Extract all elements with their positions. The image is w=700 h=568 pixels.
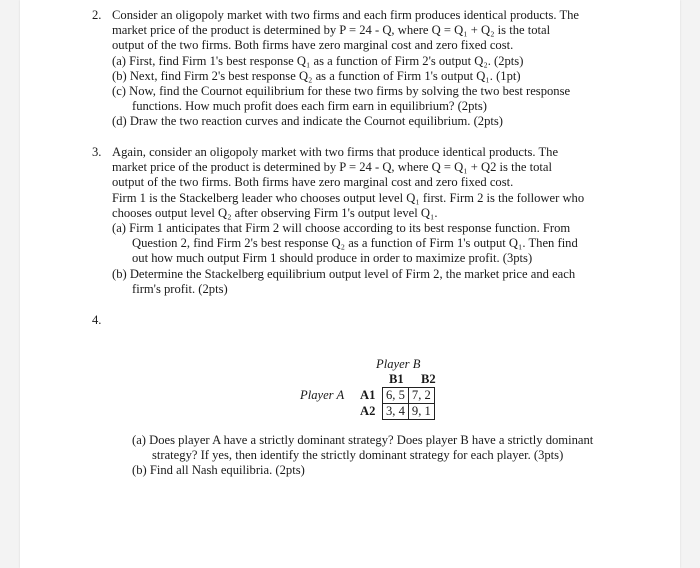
q4-part-b [132, 463, 652, 478]
q2-part-d [112, 114, 652, 129]
question-2 [92, 8, 652, 130]
q2-line: Consider an oligopoly market with two firms and each firm produces identical products. The [112, 8, 580, 22]
payoff-cell-a2-b1: 3, 4 [383, 404, 409, 420]
q2-part-b [112, 69, 652, 84]
q3-part-b [112, 267, 652, 297]
question-3 [92, 145, 652, 297]
q2-line: market price of the product is determined by P = 24 - Q, where Q = Q₁ + Q₂ is the total [112, 23, 551, 38]
q4-part-a [132, 433, 652, 463]
col-header-b1: B1 [389, 372, 404, 386]
row-header-a2: A2 [360, 404, 376, 418]
q3-part-a-line: Question 2, find Firm 2's best response Q₂ as a function of Firm 1's output Q₁. Then find [132, 236, 578, 251]
col-header-b2: B2 [421, 372, 436, 386]
q3-part-a-line: (a) Firm 1 anticipates that Firm 2 will choose according to its best response function. From [112, 221, 571, 236]
q3-part-b-line: firm's profit. (2pts) [132, 281, 228, 296]
q2-part-b-line: (b) Next, find Firm 2's best response Q₂ as a function of Firm 1's output Q₁. (1pt) [112, 68, 521, 83]
payoff-row-a1 [383, 388, 435, 404]
q2-part-c [112, 84, 652, 114]
question-3-number: 3. [92, 145, 102, 159]
question-2-number: 2. [92, 8, 102, 22]
document-page [20, 0, 680, 568]
q3-line: market price of the product is determined by P = 24 - Q, where Q = Q₁ + Q2 is the total [112, 160, 553, 175]
payoff-cell-a1-b2: 7, 2 [408, 388, 434, 404]
payoff-cell-a1-b1: 6, 5 [383, 388, 409, 404]
payoff-cell-a2-b2: 9, 1 [408, 404, 434, 420]
q2-part-c-line: (c) Now, find the Cournot equilibrium for these two firms by solving the two best response [112, 84, 571, 99]
payoff-table [382, 387, 435, 420]
q4-part-a-line: (a) Does player A have a strictly dominant strategy? Does player B have a strictly dominant [132, 433, 594, 447]
q3-part-a-line: out how much output Firm 1 should produce in order to maximize profit. (3pts) [132, 251, 533, 266]
q4-part-a-line: strategy? If yes, then identify the strictly dominant strategy for each player. (3pts) [152, 448, 564, 463]
q3-line: Firm 1 is the Stackelberg leader who chooses output level Q₁ first. Firm 2 is the follower who [112, 190, 585, 205]
player-a-label: Player A [300, 388, 345, 402]
row-header-a1: A1 [360, 388, 376, 402]
q3-part-a [112, 221, 652, 267]
q2-part-a [112, 54, 652, 69]
q2-part-c-line: functions. How much profit does each firm earn in equilibrium? (2pts) [132, 99, 487, 114]
q2-part-a-line: (a) First, find Firm 1's best response Q₁ as a function of Firm 2's output Q₂. (2pts) [112, 53, 524, 68]
q2-line: output of the two firms. Both firms have zero marginal cost and zero fixed cost. [112, 38, 514, 53]
question-4-parts [132, 433, 652, 479]
q2-part-d-line: (d) Draw the two reaction curves and indicate the Cournot equilibrium. (2pts) [112, 114, 503, 129]
q3-part-b-line: (b) Determine the Stackelberg equilibrium output level of Firm 2, the market price and each [112, 266, 576, 281]
player-b-label: Player B [376, 357, 421, 371]
question-4-number: 4. [92, 313, 102, 327]
q3-line: chooses output level Q₂ after observing Firm 1's output level Q₁. [112, 205, 438, 220]
q3-line: Again, consider an oligopoly market with two firms that produce identical products. The [112, 145, 559, 159]
q4-part-b-line: (b) Find all Nash equilibria. (2pts) [132, 463, 305, 478]
q3-line: output of the two firms. Both firms have zero marginal cost and zero fixed cost. [112, 175, 514, 190]
payoff-row-a2 [383, 404, 435, 420]
